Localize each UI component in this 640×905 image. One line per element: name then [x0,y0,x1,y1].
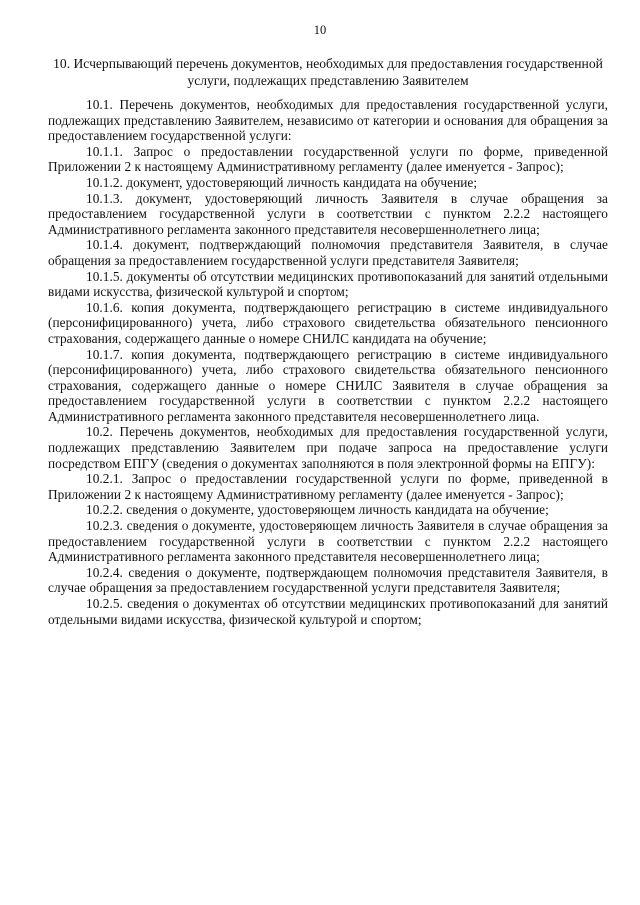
page-number: 10 [313,23,327,37]
paragraph-10-1-4: 10.1.4. документ, подтверждающий полномочия представителя Заявителя, в случае обращения за предоставлением государственной услуги представителя Заявителя; [48,237,608,268]
paragraph-10-2: 10.2. Перечень документов, необходимых для предоставления государственной услуги, подлежащих представлению Заявителем при подаче запроса на предоставление услуги посредством ЕПГУ (сведения о документах заполняются в поля электронной формы на ЕПГУ): [48,424,608,471]
paragraph-10-1-5: 10.1.5. документы об отсутствии медицинских противопоказаний для занятий отдельными видами искусства, физической культурой и спортом; [48,268,608,300]
paragraph-10-1-7: 10.1.7. копия документа, подтверждающего регистрацию в системе индивидуального (персонифицированного) учета, либо страхового свидетельства обязательного пенсионного страхования, содержащего данные о номере СНИЛС Заявителя в случае обращения за предоставлением государственной услуги в соответствии с пунктом 2.2.2 настоящего Административного регламента законного представителя несовершеннолетнего лица. [48,346,608,424]
paragraph-10-2-5: 10.2.5. сведения о документах об отсутствии медицинских противопоказаний для занятий отдельными видами искусства, физической культурой и спортом; [48,596,608,627]
section-body [48,97,608,627]
paragraph-10-1: 10.1. Перечень документов, необходимых для предоставления государственной услуги, подлежащих представлению Заявителем, независимо от категории и основания для обращения за предоставлением государственной услуги: [48,97,608,144]
paragraph-10-1-2: 10.1.2. документ, удостоверяющий личность кандидата на обучение; [86,174,478,190]
paragraph-10-1-1: 10.1.1. Запрос о предоставлении государственной услуги по форме, приведенной Приложении 2 к настоящему Административному регламенту (далее именуется - Запрос); [48,143,608,175]
paragraph-10-1-6: 10.1.6. копия документа, подтверждающего регистрацию в системе индивидуального (персонифицированного) учета, либо страхового свидетельства обязательного пенсионного страхования, содержащего данные о номере СНИЛС кандидата на обучение; [48,299,608,346]
paragraph-10-1-3: 10.1.3. документ, удостоверяющий личность Заявителя в случае обращения за предоставлением государственной услуги в соответствии с пунктом 2.2.2 настоящего Административного регламента законного представителя несовершеннолетнего лица; [48,190,608,237]
paragraph-10-2-3: 10.2.3. сведения о документе, удостоверяющем личность Заявителя в случае обращения за предоставлением государственной услуги в соответствии с пунктом 2.2.2 настоящего Административного регламента законного представителя несовершеннолетнего лица; [48,518,608,565]
section-heading: 10. Исчерпывающий перечень документов, необходимых для предоставления государственной услуги, подлежащих представлению Заявителем [53,56,603,88]
paragraph-10-2-4: 10.2.4. сведения о документе, подтверждающем полномочия представителя Заявителя, в случае обращения за предоставлением государственной услуги представителя Заявителя; [48,564,608,596]
paragraph-10-2-1: 10.2.1. Запрос о предоставлении государственной услуги по форме, приведенной в Приложении 2 к настоящему Административному регламенту (далее именуется - Запрос); [48,471,608,502]
paragraph-10-2-2: 10.2.2. сведения о документе, удостоверяющем личность кандидата на обучение; [86,502,549,518]
